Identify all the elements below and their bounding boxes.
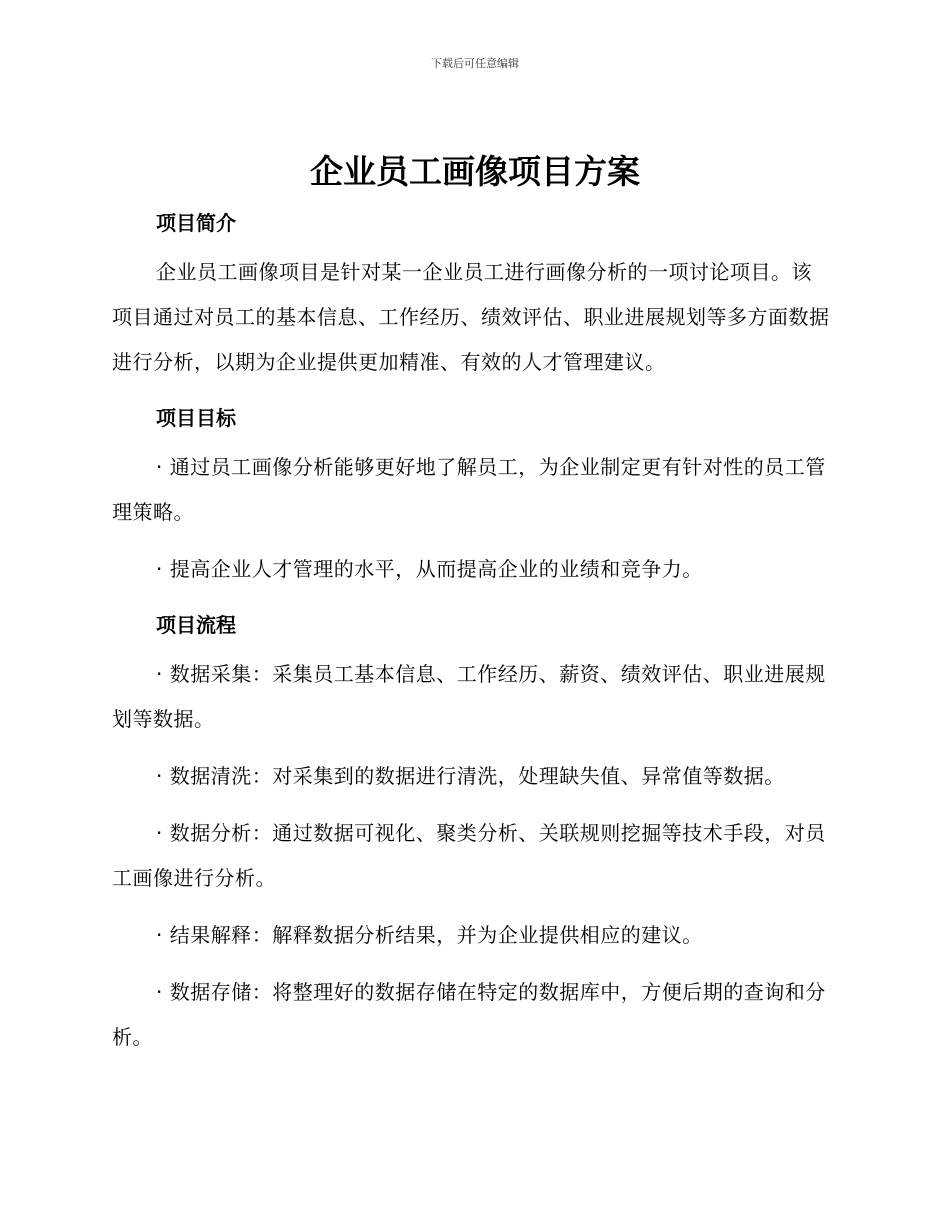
section-heading-process: 项目流程 (156, 613, 236, 637)
paragraph: 企业员工画像项目是针对某一企业员工进行画像分析的一项讨论项目。该项目通过对员工的基本信息、工作经历、绩效评估、职业进展规划等多方面数据进行分析，以期为企业提供更加精准、有效的人才管理建议。 (112, 260, 830, 374)
document-title: 企业员工画像项目方案 (310, 152, 640, 191)
bullet-item: · 通过员工画像分析能够更好地了解员工，为企业制定更有针对性的员工管理策略。 (112, 455, 826, 524)
section-heading-goals: 项目目标 (156, 406, 236, 430)
bullet-item: · 数据清洗：对采集到的数据进行清洗，处理缺失值、异常值等数据。 (156, 764, 785, 788)
bullet-item: · 数据存储：将整理好的数据存储在特定的数据库中，方便后期的查询和分析。 (112, 980, 826, 1049)
section-heading-intro: 项目简介 (156, 211, 236, 235)
header-note: 下载后可任意编辑 (431, 57, 519, 70)
bullet-item: · 数据分析：通过数据可视化、聚类分析、关联规则挖掘等技术手段，对员工画像进行分析。 (112, 821, 826, 890)
bullet-item: · 提高企业人才管理的水平，从而提高企业的业绩和竞争力。 (156, 557, 703, 581)
document-body (112, 200, 832, 1060)
bullet-item: · 结果解释：解释数据分析结果，并为企业提供相应的建议。 (156, 923, 703, 947)
bullet-item: · 数据采集：采集员工基本信息、工作经历、薪资、绩效评估、职业进展规划等数据。 (112, 662, 826, 731)
